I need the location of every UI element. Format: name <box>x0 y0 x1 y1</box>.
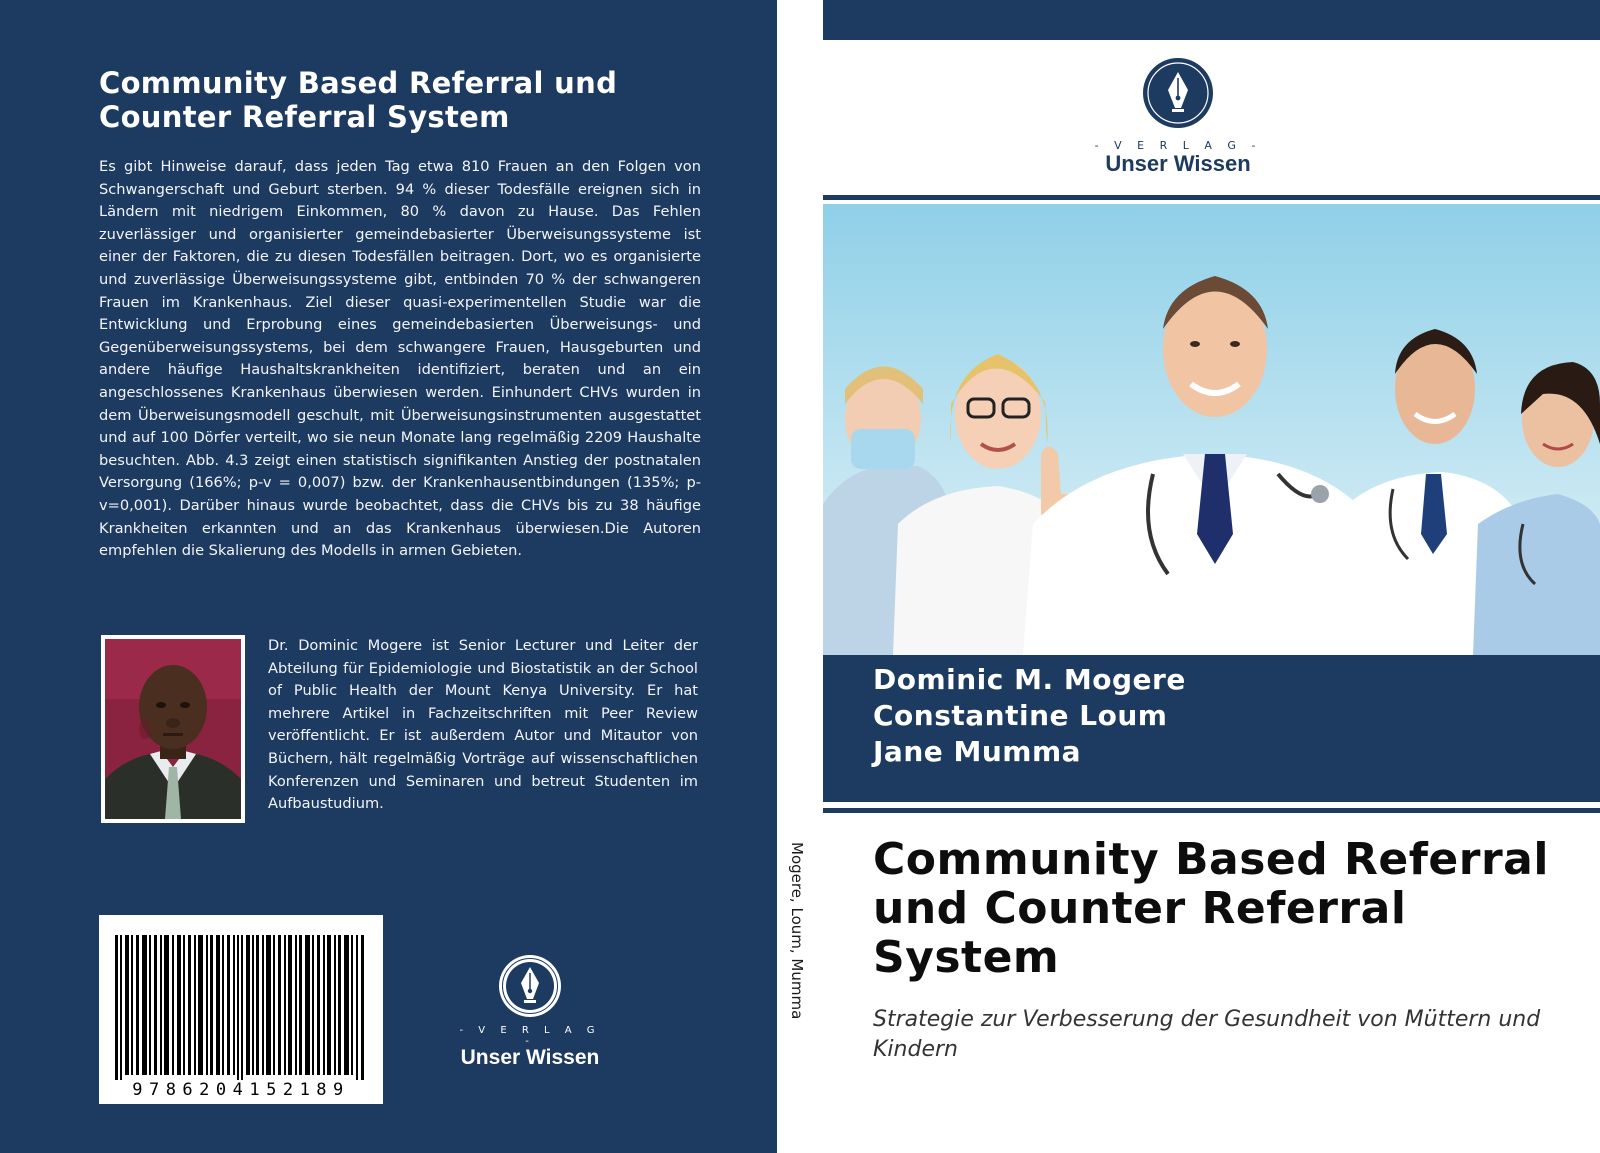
book-title: Community Based Referral und Counter Referral System <box>873 834 1549 983</box>
divider-rule <box>823 808 1600 813</box>
fountain-pen-nib-icon <box>497 953 563 1019</box>
author-bio: Dr. Dominic Mogere ist Senior Lecturer und Leiter der Abteilung für Epidemiologie und Biostatistik an der School of Public Health der Mount Kenya University. Er hat mehrere Artikel in Fachzeitschriften mit Peer Review veröffentlicht. Er ist außerdem Autor und Mitautor von Büchern, hält regelmäßig Vorträge auf wissenschaftlichen Konferenzen und Seminaren und betreut Studenten im Aufbaustudium. <box>268 637 698 813</box>
author-name-2: Constantine Loum <box>873 699 1168 732</box>
author-name-1: Dominic M. Mogere <box>873 663 1186 696</box>
publisher-name: Unser Wissen <box>460 1046 600 1069</box>
barcode-icon <box>115 935 367 1087</box>
divider-rule <box>823 195 1600 200</box>
back-cover-title: Community Based Referral und Counter Referral System <box>99 66 618 134</box>
fountain-pen-nib-icon <box>1142 57 1214 129</box>
back-cover <box>0 0 777 1153</box>
publisher-logo-front <box>1093 57 1263 176</box>
isbn-number: 9786204152189 <box>105 1080 377 1100</box>
isbn-barcode <box>99 915 383 1104</box>
spine-authors: Mogere, Loum, Mumma <box>788 842 806 1020</box>
author-photo <box>101 635 245 823</box>
publisher-logo-back <box>455 953 605 1069</box>
medical-team-photo <box>823 204 1600 655</box>
book-subtitle: Strategie zur Verbesserung der Gesundheit von Müttern und Kindern <box>873 1007 1541 1062</box>
publisher-name: Unser Wissen <box>1105 151 1251 176</box>
publisher-verlag-label: - V E R L A G - <box>1094 139 1262 152</box>
book-blurb: Es gibt Hinweise darauf, dass jeden Tag etwa 810 Frauen an den Folgen von Schwangerschaft und Geburt sterben. 94 % dieser Todesfälle ereignen sich in Ländern mit niedrigem Einkommen, 80 % davon zu Hause. Das Fehlen zuverlässiger und organisierter gemeindebasierter Überweisungssysteme ist einer der Faktoren, die zu diesen Todesfällen beitragen. Dort, wo es organisierte und zuverlässige Überweisungssysteme gibt, entbinden 70 % der schwangeren Frauen im Krankenhaus. Ziel dieser quasi-experimentellen Studie war die Entwicklung und Erprobung eines gemeindebasierten Überweisungs- und Gegenüberweisungssystems, bei dem schwangere Frauen, Hausgeburten und andere häufige Haushaltskrankheiten identifiziert, beraten und an ein angeschlossenes Krankenhaus überwiesen werden. Einhundert CHVs wurden in dem Überweisungsmodell geschult, mit Überweisungsinstrumenten ausgestattet und auf 100 Dörfer verteilt, wo sie neun Monate lang regelmäßig 2209 Haushalte besuchten. Abb. 4.3 zeigt einen statistisch signifikanten Anstieg der postnatalen Versorgung (166%; p-v = 0,007) bzw. der Krankenhausentbindungen (135%; p-v=0,001). Darüber hinaus wurde beobachtet, dass die CHVs bis zu 38 häufige Krankheiten erkannten und an das Krankenhaus überwiesen.Die Autoren empfehlen die Skalierung des Modells in armen Gebieten. <box>99 158 701 560</box>
front-top-bar <box>823 0 1600 40</box>
author-name-3: Jane Mumma <box>873 735 1082 768</box>
front-cover <box>823 0 1600 1153</box>
publisher-verlag-label: - V E R L A G - <box>459 1025 601 1047</box>
authors-band <box>823 655 1600 802</box>
